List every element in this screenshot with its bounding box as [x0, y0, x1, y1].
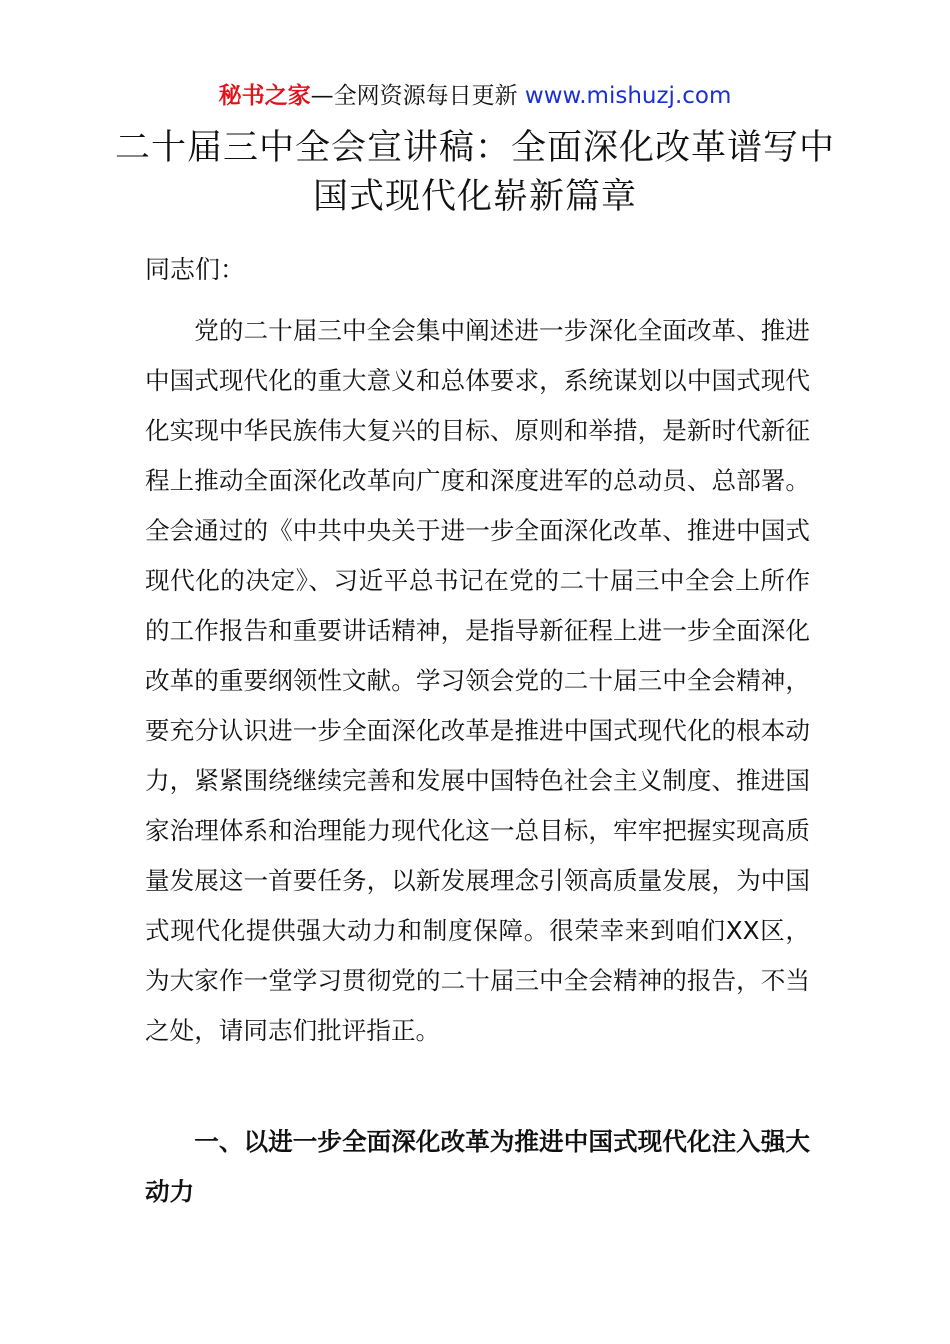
document-title: 二十届三中全会宣讲稿：全面深化改革谱写中国式现代化崭新篇章: [114, 128, 835, 217]
banner-tagline: —全网资源每日更新: [310, 83, 525, 109]
body-paragraph: 党的二十届三中全会集中阐述进一步深化全面改革、推进中国式现代化的重大意义和总体要求，系统谋划以中国式现代化实现中华民族伟大复兴的目标、原则和举措，是新时代新征程上推动全面深化改革向广度和深度进军的总动员、总部署。全会通过的《中共中央关于进一步全面深化改革、推进中国式现代化的决定》、习近平总书记在党的二十届三中全会上所作的工作报告和重要讲话精神，是指导新征程上进一步全面深化改革的重要纲领性文献。学习领会党的二十届三中全会精神，要充分认识进一步全面深化改革是推进中国式现代化的根本动力，紧紧围绕继续完善和发展中国特色社会主义制度、推进国家治理体系和治理能力现代化这一总目标，牢牢把握实现高质量发展这一首要任务，以新发展理念引领高质量发展，为中国式现代化提供强大动力和制度保障。很荣幸来到咱们XX区，为大家作一堂学习贯彻党的二十届三中全会精神的报告，不当之处，请同志们批评指正。: [145, 316, 810, 1045]
greeting: 同志们：: [145, 255, 246, 284]
section-heading: 一、以进一步全面深化改革为推进中国式现代化注入强大动力: [145, 1127, 810, 1206]
site-banner: [0, 80, 950, 112]
banner-brand: 秘书之家: [218, 83, 311, 109]
banner-url-link[interactable]: www.mishuzj.com: [524, 83, 732, 109]
